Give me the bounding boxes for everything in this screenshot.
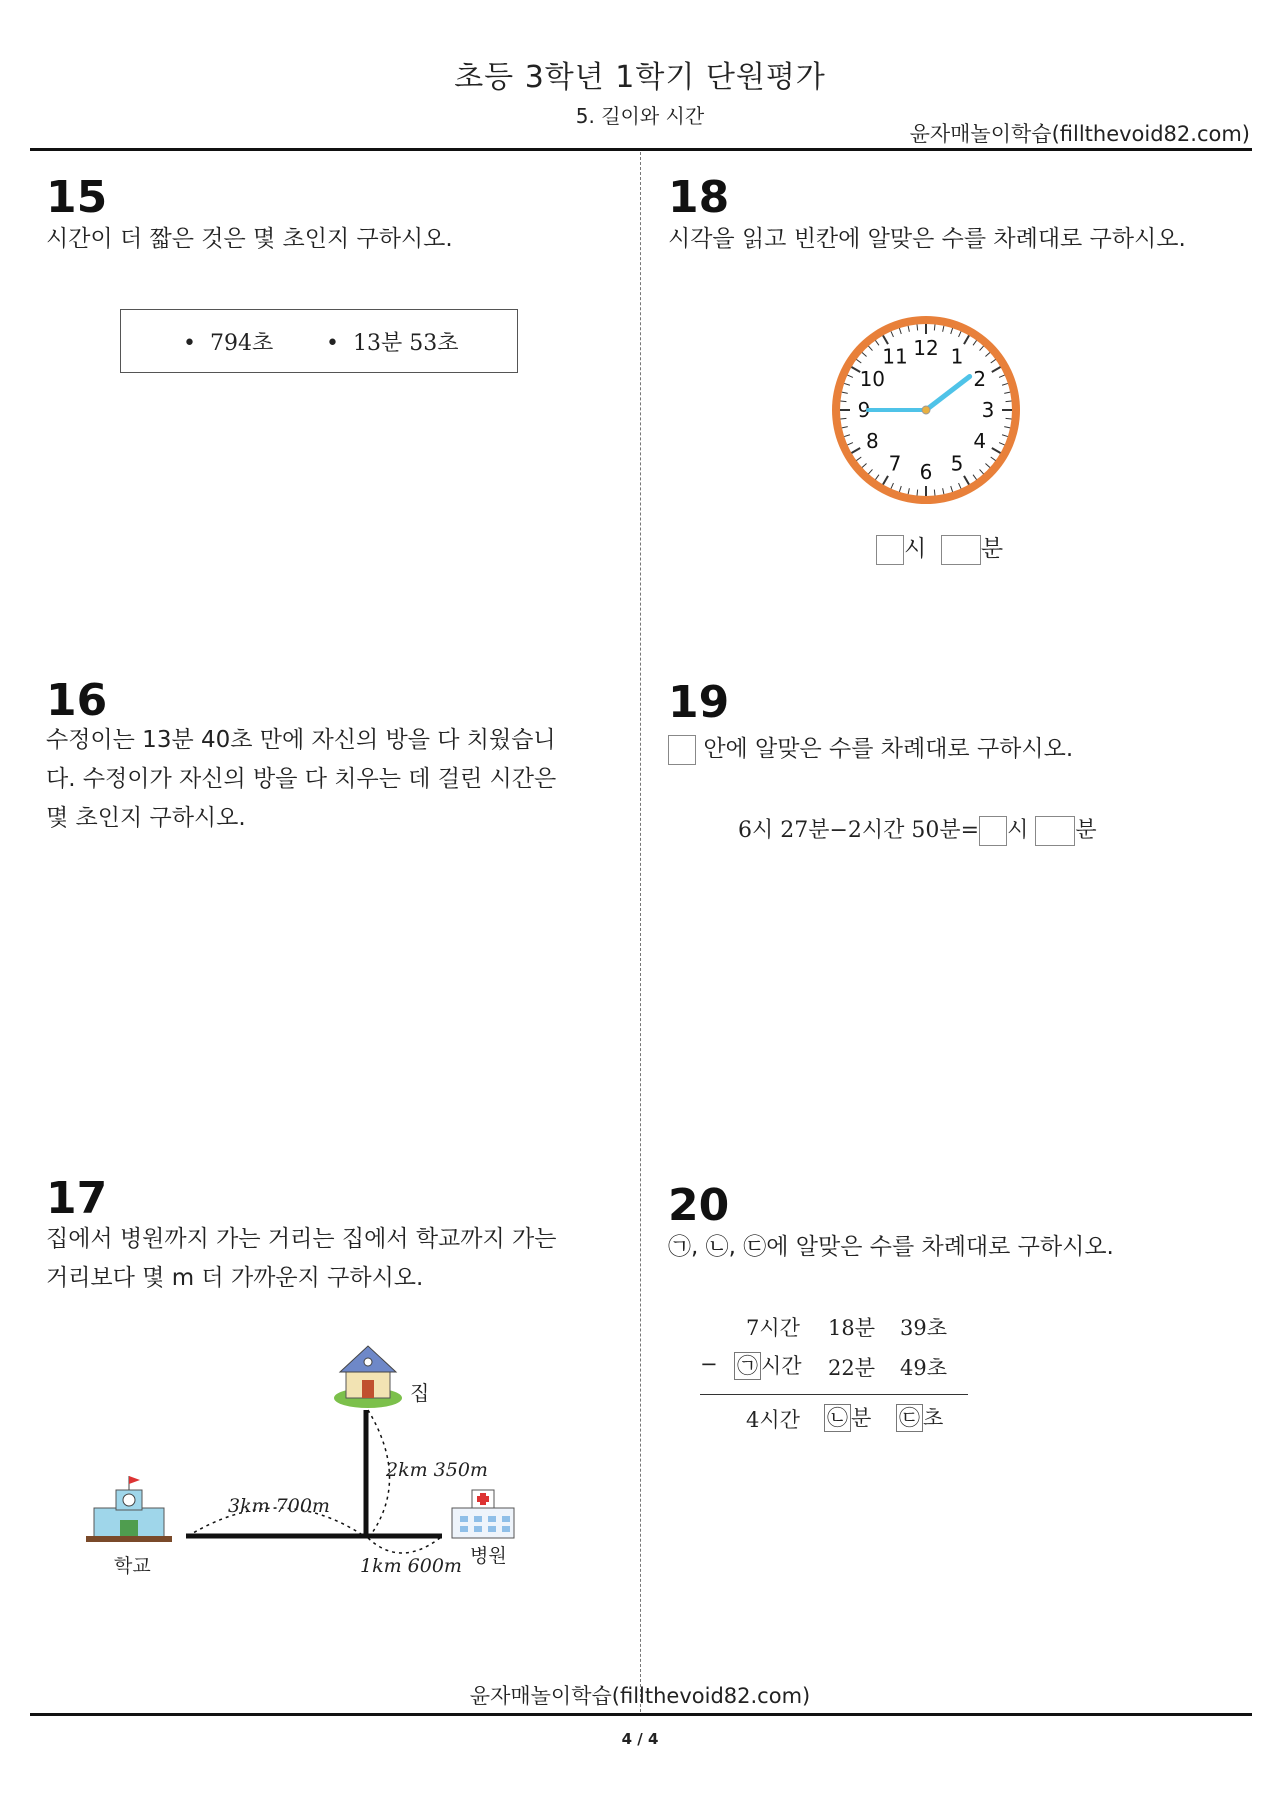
clock-number: 1 — [950, 344, 964, 369]
clock-tick — [934, 490, 935, 496]
option-13m53s: • 13분 53초 — [326, 331, 459, 356]
site-credit-bottom: 윤자매놀이학습(fillthevoid82.com) — [469, 1684, 811, 1708]
question-17-line2: 거리보다 몇 m 더 가까운지 구하시오. — [46, 1265, 424, 1291]
hour-answer-box[interactable] — [876, 535, 904, 565]
question-19-text: 안에 알맞은 수를 차례대로 구하시오. — [703, 736, 1074, 762]
row3-minutes-unit: 분 — [851, 1406, 872, 1430]
row2-seconds: 49초 — [900, 1356, 948, 1380]
row2-minutes: 22분 — [828, 1356, 876, 1380]
hour-answer-box[interactable] — [979, 816, 1007, 846]
clock-number: 10 — [859, 367, 886, 391]
clock-tick — [917, 490, 918, 496]
question-16-number: 16 — [46, 675, 108, 726]
header-rule — [30, 148, 1252, 151]
question-16-text — [46, 721, 556, 838]
school-label: 학교 — [114, 1555, 151, 1577]
hospital-label: 병원 — [470, 1545, 507, 1567]
question-19-text-row — [668, 730, 1073, 769]
option-794: • 794초 — [183, 331, 274, 356]
page-number: 4 / 4 — [621, 1730, 659, 1748]
question-17-line1: 집에서 병원까지 가는 거리는 집에서 학교까지 가는 — [46, 1226, 557, 1252]
minus-sign: − — [700, 1352, 718, 1376]
mark-b-box[interactable]: ㉡ — [824, 1404, 851, 1432]
clock-number: 7 — [888, 451, 902, 476]
site-credit-top: 윤자매놀이학습(fillthevoid82.com) — [909, 122, 1250, 146]
hour-unit: 시 — [904, 536, 927, 562]
row3-seconds-unit: 초 — [923, 1406, 944, 1430]
column-divider — [640, 152, 641, 1712]
question-15-options-box — [120, 309, 518, 373]
question-16-line3: 몇 초인지 구하시오. — [46, 805, 246, 831]
row3-hours: 4시간 — [746, 1408, 800, 1432]
hour-unit: 시 — [1007, 818, 1029, 843]
distance-diagram — [80, 1340, 560, 1590]
question-20-text: 에 알맞은 수를 차례대로 구하시오. — [766, 1234, 1114, 1260]
blank-box-icon — [668, 735, 696, 765]
clock-number: 11 — [882, 344, 908, 369]
row3-seconds — [896, 1402, 943, 1432]
clock-number: 8 — [865, 429, 879, 453]
clock-tick — [840, 401, 846, 402]
question-16-line1: 수정이는 13분 40초 만에 자신의 방을 다 치웠습니 — [46, 727, 556, 753]
option-13m53s-text: 13분 53초 — [352, 331, 459, 356]
row1-hours: 7시간 — [746, 1316, 800, 1340]
question-19-expression — [738, 813, 1097, 846]
school-icon — [86, 1476, 172, 1542]
clock-tick — [1006, 418, 1012, 419]
mark-c-box[interactable]: ㉢ — [896, 1404, 923, 1432]
clock-number: 4 — [973, 429, 987, 453]
hospital-icon — [452, 1490, 514, 1538]
clock-tick — [917, 324, 918, 330]
clock-tick — [1006, 401, 1012, 402]
row1-minutes: 18분 — [828, 1316, 876, 1340]
question-15-text: 시간이 더 짧은 것은 몇 초인지 구하시오. — [46, 226, 453, 252]
minute-answer-box[interactable] — [941, 535, 981, 565]
minute-answer-box[interactable] — [1035, 816, 1075, 846]
question-18-answer — [876, 530, 1003, 565]
question-20-number: 20 — [668, 1180, 730, 1231]
footer-rule — [30, 1713, 1252, 1716]
mark-a-box[interactable]: ㉠ — [734, 1352, 761, 1380]
arc-junction-hospital — [368, 1538, 440, 1553]
unit-subtitle: 5. 길이와 시간 — [575, 104, 705, 128]
question-20-text-row — [668, 1228, 1114, 1267]
clock-number: 12 — [913, 336, 939, 360]
clock-number: 3 — [981, 398, 995, 422]
question-15-number: 15 — [46, 172, 108, 223]
page-title: 초등 3학년 1학기 단원평가 — [454, 60, 826, 95]
row2-hours-unit: 시간 — [761, 1354, 802, 1378]
sum-line — [700, 1394, 968, 1395]
clock-tick — [840, 418, 846, 419]
question-18-text: 시각을 읽고 빈칸에 알맞은 수를 차례대로 구하시오. — [668, 226, 1186, 252]
question-17-text — [46, 1220, 556, 1298]
clock-tick — [934, 324, 935, 330]
distance-home-label: 2km 350m — [386, 1459, 488, 1481]
question-19-number: 19 — [668, 677, 730, 728]
distance-school-label: 3km 700m — [228, 1495, 330, 1517]
row3-minutes — [824, 1402, 871, 1432]
question-17-number: 17 — [46, 1173, 108, 1224]
minute-unit: 분 — [1075, 818, 1097, 843]
house-icon — [334, 1346, 402, 1408]
question-18-number: 18 — [668, 172, 730, 223]
clock-number: 5 — [950, 451, 964, 476]
distance-hospital-label: 1km 600m — [360, 1555, 462, 1577]
minute-unit: 분 — [980, 536, 1004, 562]
option-794-text: 794초 — [209, 331, 274, 356]
clock-number: 2 — [973, 367, 987, 391]
row2-hours — [734, 1350, 802, 1380]
question-20-marks: ㉠, ㉡, ㉢ — [668, 1234, 767, 1260]
home-label: 집 — [410, 1381, 430, 1405]
clock-center-pin — [922, 406, 930, 414]
clock-number: 6 — [919, 460, 933, 484]
analog-clock — [826, 310, 1026, 510]
row1-seconds: 39초 — [900, 1316, 948, 1340]
expression-text: 6시 27분−2시간 50분= — [738, 818, 980, 843]
question-16-line2: 다. 수정이가 자신의 방을 다 치우는 데 걸린 시간은 — [46, 766, 557, 792]
clock-number: 9 — [857, 398, 871, 422]
